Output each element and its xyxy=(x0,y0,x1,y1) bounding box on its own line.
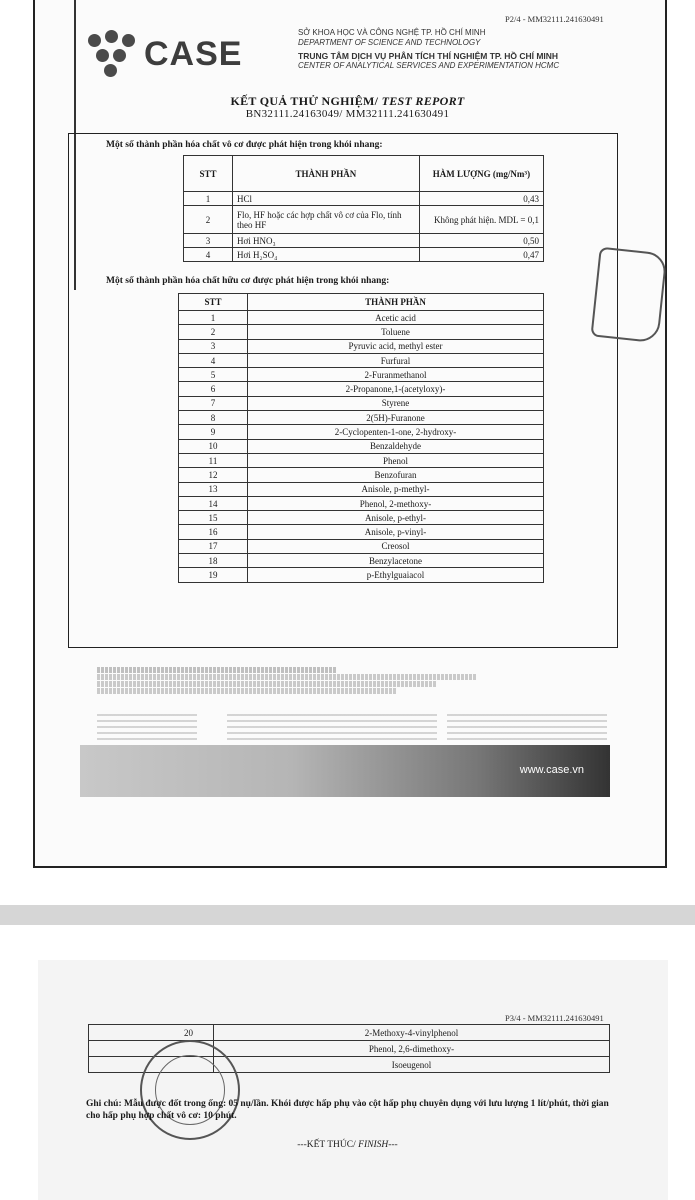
center-en: CENTER OF ANALYTICAL SERVICES AND EXPERIMENTATION HCMC xyxy=(298,61,560,70)
table-row: 2 Flo, HF hoặc các hợp chất vô cơ của Flo, tính theo HF Không phát hiện. MDL = 0,1 xyxy=(184,206,544,234)
department-header xyxy=(298,28,559,71)
component-name: 2-Furanmethanol xyxy=(248,368,544,382)
table-row xyxy=(179,425,544,439)
row-number: 14 xyxy=(179,496,248,510)
row-number: 19 xyxy=(179,568,248,582)
table-row: 20 2-Methoxy-4-vinylphenol xyxy=(89,1025,610,1041)
component-name: 2-Propanone,1-(acetyloxy)- xyxy=(248,382,544,396)
page-number: P2/4 - MM32111.241630491 xyxy=(505,14,604,24)
row-number: 16 xyxy=(179,525,248,539)
component-name: Toluene xyxy=(248,325,544,339)
component-name: Phenol xyxy=(248,453,544,467)
organic-table xyxy=(178,293,544,583)
table-row xyxy=(179,511,544,525)
row-number: 13 xyxy=(179,482,248,496)
table-row: Isoeugenol xyxy=(89,1057,610,1073)
official-seal xyxy=(140,1040,240,1140)
component-name: Benzylacetone xyxy=(248,554,544,568)
table-row: 4 Hơi H₂SO₄ 0,47 xyxy=(184,248,544,262)
table-row xyxy=(179,396,544,410)
component-name: Furfural xyxy=(248,353,544,367)
row-number: 15 xyxy=(179,511,248,525)
row-number: 3 xyxy=(179,339,248,353)
table-row: Phenol, 2,6-dimethoxy- xyxy=(89,1041,610,1057)
row-number: 1 xyxy=(179,311,248,325)
table-row xyxy=(179,468,544,482)
row-number: 4 xyxy=(179,353,248,367)
component-name: 2-Cyclopenten-1-one, 2-hydroxy- xyxy=(248,425,544,439)
table-row xyxy=(179,325,544,339)
component-name: Phenol, 2-methoxy- xyxy=(248,496,544,510)
footer-banner xyxy=(80,745,610,797)
table-row xyxy=(179,439,544,453)
logo-text: CASE xyxy=(144,34,243,73)
header-stt: STT xyxy=(179,294,248,311)
table-row xyxy=(179,496,544,510)
website-link[interactable]: www.case.vn xyxy=(519,764,584,776)
table-row xyxy=(179,568,544,582)
report-page-2 xyxy=(38,960,668,1200)
table-row xyxy=(179,311,544,325)
organic-table-body xyxy=(179,311,544,583)
report-title: KẾT QUẢ THỬ NGHIỆM/ TEST REPORT xyxy=(230,94,465,108)
note-text: Ghi chú: Mẫu được đốt trong ống: 05 nụ/lần. Khói được hấp phụ vào cột hấp phụ chuyên dụng với lưu lượng 1 lít/phút, thời gian cho hấp phụ hợp chất vô cơ: 10 phút. xyxy=(86,1099,609,1121)
component-name: Styrene xyxy=(248,396,544,410)
component-name: 2(5H)-Furanone xyxy=(248,411,544,425)
header-stt: STT xyxy=(184,156,233,192)
component-name: Pyruvic acid, methyl ester xyxy=(248,339,544,353)
footer-contact-info xyxy=(97,712,607,746)
row-number: 11 xyxy=(179,453,248,467)
page-number: P3/4 - MM32111.241630491 xyxy=(505,1013,604,1023)
table-row xyxy=(179,411,544,425)
table-row xyxy=(179,554,544,568)
section-inorganic-heading: Một số thành phần hóa chất vô cơ được phát hiện trong khói nhang: xyxy=(106,140,383,150)
official-stamp xyxy=(590,247,667,344)
row-number: 7 xyxy=(179,396,248,410)
table-row xyxy=(179,539,544,553)
row-number: 2 xyxy=(179,325,248,339)
row-number: 10 xyxy=(179,439,248,453)
report-number: BN32111.24163049/ MM32111.241630491 xyxy=(245,108,450,120)
page-separator xyxy=(0,905,695,925)
table-row xyxy=(179,368,544,382)
row-number: 9 xyxy=(179,425,248,439)
header-component: THÀNH PHẦN xyxy=(233,156,420,192)
component-name: Benzaldehyde xyxy=(248,439,544,453)
department-vi: SỞ KHOA HỌC VÀ CÔNG NGHỆ TP. HỒ CHÍ MINH xyxy=(298,28,486,37)
table-row xyxy=(179,525,544,539)
component-name: Anisole, p-ethyl- xyxy=(248,511,544,525)
row-number: 18 xyxy=(179,554,248,568)
row-number: 5 xyxy=(179,368,248,382)
component-name: Acetic acid xyxy=(248,311,544,325)
component-name: Anisole, p-vinyl- xyxy=(248,525,544,539)
footer-disclaimer xyxy=(97,667,477,694)
table-row xyxy=(179,353,544,367)
row-number: 12 xyxy=(179,468,248,482)
row-number: 6 xyxy=(179,382,248,396)
inorganic-table xyxy=(183,155,544,262)
row-number: 17 xyxy=(179,539,248,553)
table-row xyxy=(179,482,544,496)
row-number: 8 xyxy=(179,411,248,425)
table-row: 3 Hơi HNO₃ 0,50 xyxy=(184,234,544,248)
department-en: DEPARTMENT OF SCIENCE AND TECHNOLOGY xyxy=(298,38,481,47)
table-row xyxy=(179,453,544,467)
component-name: Creosol xyxy=(248,539,544,553)
header-component: THÀNH PHẦN xyxy=(248,294,544,311)
component-name: p-Ethylguaiacol xyxy=(248,568,544,582)
header-concentration: HÀM LƯỢNG (mg/Nm³) xyxy=(419,156,543,192)
section-organic-heading: Một số thành phần hóa chất hữu cơ được phát hiện trong khói nhang: xyxy=(106,276,390,286)
finish-marker: ---KẾT THÚC/ FINISH--- xyxy=(297,1140,398,1150)
case-logo xyxy=(86,30,242,78)
logo-molecule-icon xyxy=(86,30,138,78)
component-name: Benzofuran xyxy=(248,468,544,482)
table-row xyxy=(179,339,544,353)
table-row xyxy=(179,382,544,396)
table-row: 1 HCl 0,43 xyxy=(184,192,544,206)
center-vi: TRUNG TÂM DỊCH VỤ PHÂN TÍCH THÍ NGHIỆM TP. HỒ CHÍ MINH xyxy=(298,51,559,61)
component-name: Anisole, p-methyl- xyxy=(248,482,544,496)
